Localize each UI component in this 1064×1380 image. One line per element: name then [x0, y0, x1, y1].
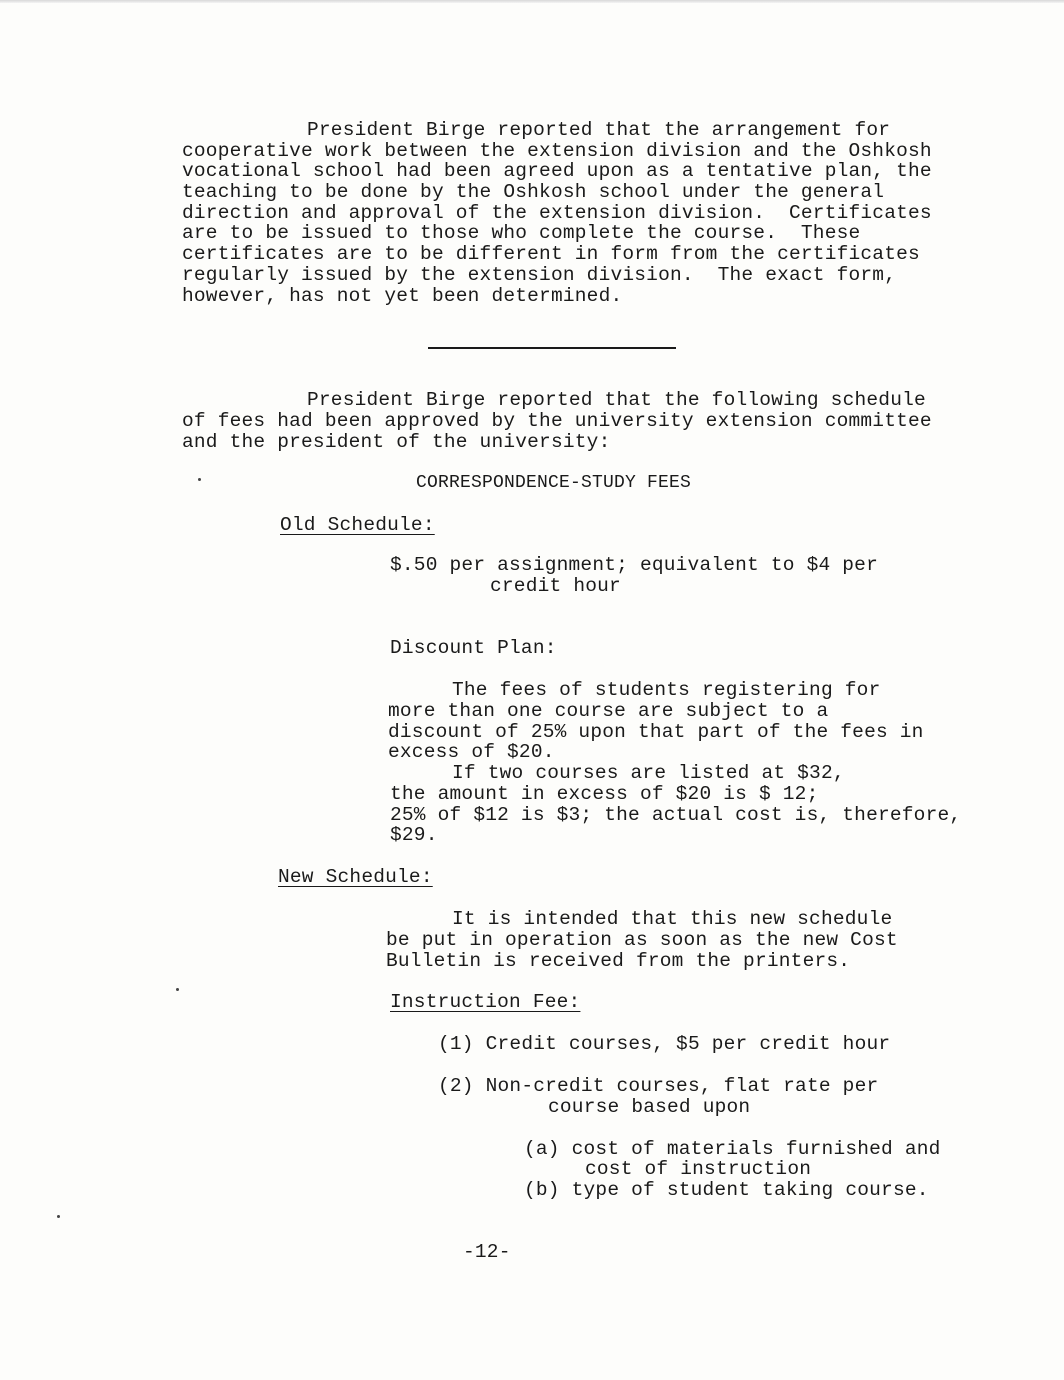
- fee-item-credit: (1) Credit courses, $5 per credit hour: [438, 1033, 891, 1055]
- fee-subitem-b: (b) type of student taking course.: [524, 1179, 929, 1201]
- text-line: discount of 25% upon that part of the fees in: [388, 721, 924, 743]
- instruction-fee-label: Instruction Fee:: [390, 991, 581, 1013]
- new-schedule-label: New Schedule:: [278, 866, 433, 888]
- text-line: It is intended that this new schedule: [452, 908, 893, 930]
- section-divider: [428, 347, 676, 349]
- text-line: the amount in excess of $20 is $ 12;: [390, 783, 819, 805]
- text-line: $29.: [390, 824, 438, 846]
- discount-plan-label: Discount Plan:: [390, 637, 557, 659]
- text-line: Bulletin is received from the printers.: [386, 950, 851, 972]
- text-line: direction and approval of the extension division. Certificates: [182, 202, 932, 224]
- text-line: are to be issued to those who complete the course. These: [182, 222, 861, 244]
- fees-heading: CORRESPONDENCE-STUDY FEES: [416, 473, 692, 493]
- scan-speck: [57, 1215, 60, 1218]
- old-rate-line: $.50 per assignment; equivalent to $4 per: [390, 554, 878, 576]
- fee-subitem-a-cont: cost of instruction: [585, 1158, 812, 1180]
- scan-speck: [176, 988, 179, 991]
- text-line: and the president of the university:: [182, 431, 611, 453]
- text-line: President Birge reported that the arrangement for: [307, 119, 891, 141]
- page-number: -12-: [463, 1241, 511, 1263]
- text-line: vocational school had been agreed upon as a tentative plan, the: [182, 160, 932, 182]
- text-line: of fees had been approved by the university extension committee: [182, 410, 932, 432]
- old-schedule-label: Old Schedule:: [280, 514, 435, 536]
- fee-subitem-a: (a) cost of materials furnished and: [524, 1138, 941, 1160]
- text-line: regularly issued by the extension division. The exact form,: [182, 264, 897, 286]
- page-top-edge: [0, 0, 1064, 3]
- text-line: more than one course are subject to a: [388, 700, 829, 722]
- text-line: however, has not yet been determined.: [182, 285, 623, 307]
- text-line: excess of $20.: [388, 741, 555, 763]
- text-line: cooperative work between the extension division and the Oshkosh: [182, 140, 932, 162]
- text-line: President Birge reported that the following schedule: [307, 389, 926, 411]
- old-rate-line: credit hour: [490, 575, 621, 597]
- text-line: be put in operation as soon as the new Cost: [386, 929, 898, 951]
- text-line: certificates are to be different in form from the certificates: [182, 243, 920, 265]
- text-line: 25% of $12 is $3; the actual cost is, therefore,: [390, 804, 962, 826]
- fee-item-noncredit: (2) Non-credit courses, flat rate per: [438, 1075, 879, 1097]
- scan-speck: [198, 478, 201, 481]
- fee-item-noncredit-cont: course based upon: [548, 1096, 751, 1118]
- text-line: The fees of students registering for: [452, 679, 881, 701]
- text-line: If two courses are listed at $32,: [452, 762, 845, 784]
- text-line: teaching to be done by the Oshkosh school under the general: [182, 181, 885, 203]
